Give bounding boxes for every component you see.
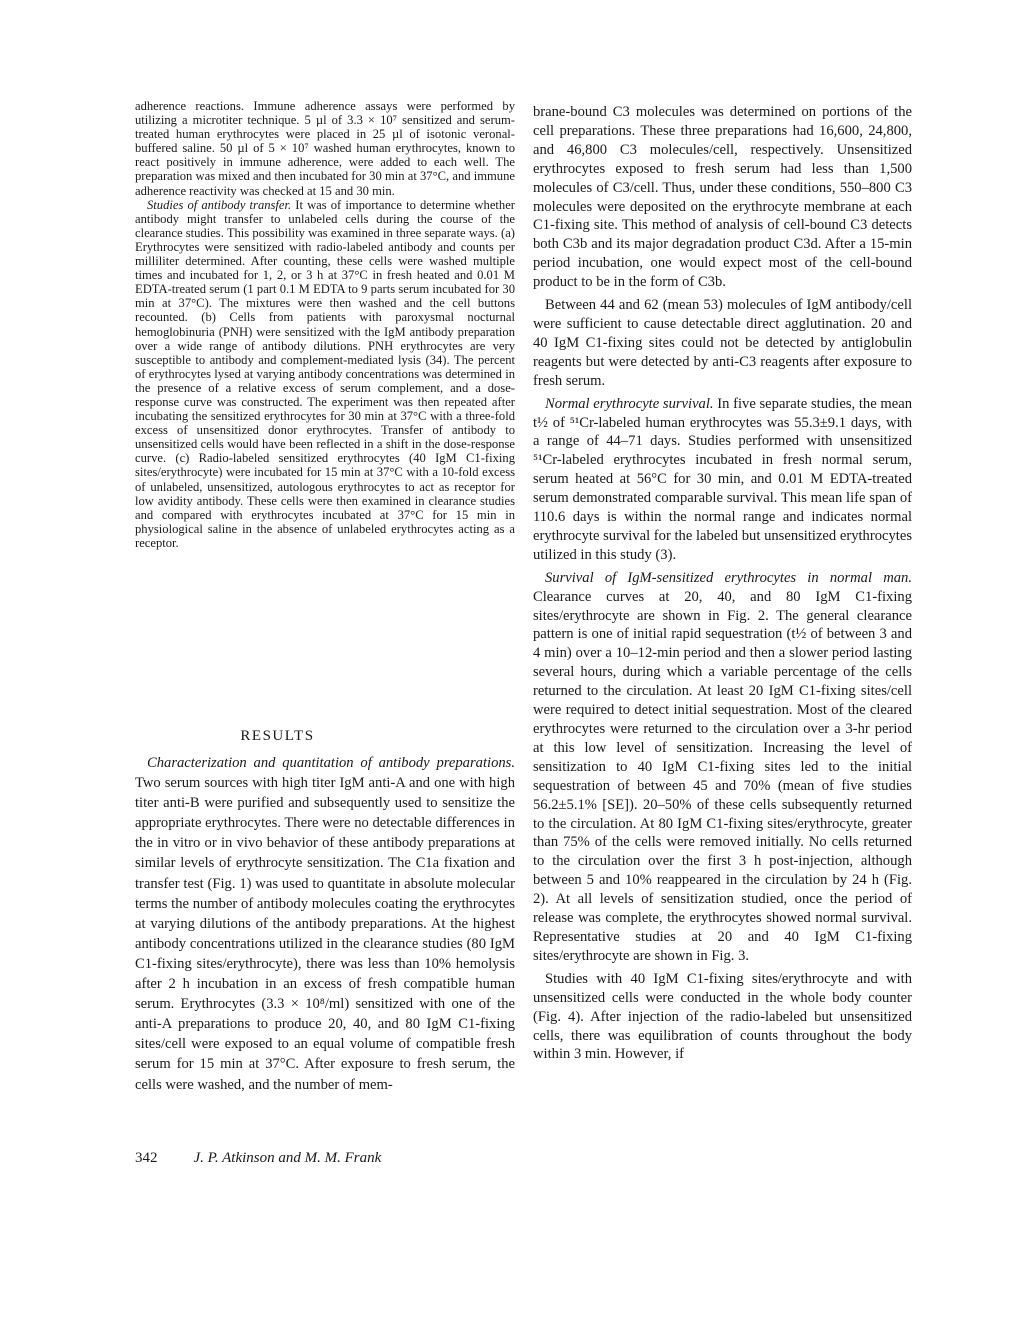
paragraph-whole-body-counter: Studies with 40 IgM C1-fixing sites/erythrocyte and with unsensitized cells were conducted in the whole body counter (Fig. 4). After injection of the radio-labeled but unsensitized cells, there was equilibration of counts throughout the body within 3 min. However, if bbox=[533, 970, 912, 1063]
right-column bbox=[533, 103, 912, 1064]
paragraph-igm-survival-body: Clearance curves at 20, 40, and 80 IgM C1-fixing sites/erythrocyte are shown in Fig. 2. The general clearance pattern is one of initial rapid sequestration (t½ of between 3 and 4 min) over a 10–12-min period and then a slower period lasting several hours, during which a variable percentage of the cells returned to the circulation. At least 20 IgM C1-fixing sites/cell were required to detect initial sequestration. Most of the cleared erythrocytes were returned to the circulation over a 3-hr period at this low level of sensitization. Increasing the level of sensitization to 40 IgM C1-fixing sites led to the initial sequestration of between 45 and 70% (mean of five studies 56.2±5.1% [SE]). 20–50% of these cells subsequently returned to the circulation. At 80 IgM C1-fixing sites/erythrocyte, greater than 75% of the cells were removed initially. No cells returned to the circulation over the first 3 h post-injection, although between 5 and 10% reappeared in the circulation by 24 h (Fig. 2). At all levels of sensitization studied, once the period of release was complete, the erythrocytes showed normal survival. Representative studies at 20 and 40 IgM C1-fixing sites/erythrocyte are shown in Fig. 3. bbox=[533, 588, 912, 964]
paragraph-immune-adherence: adherence reactions. Immune adherence assays were performed by utilizing a microtiter technique. 5 µl of 3.3 × 10⁷ sensitized and serum-treated human erythrocytes were placed in 25 µl of isotonic veronal-buffered saline. 50 µl of 5 × 10⁷ washed human erythrocytes, known to react positively in immune adherence, were added to each well. The preparation was mixed and then incubated for 30 min at 37°C, and immune adherence reactivity was checked at 15 and 30 min. bbox=[135, 99, 515, 198]
paragraph-agglutination: Between 44 and 62 (mean 53) molecules of IgM antibody/cell were sufficient to cause detectable direct agglutination. 20 and 40 IgM C1-fixing sites could not be detected by antiglobulin reagents but were detected by anti-C3 reagents after exposure to fresh serum. bbox=[533, 297, 912, 389]
page-number: 342 bbox=[135, 1150, 158, 1166]
section-heading-results: RESULTS bbox=[240, 728, 315, 744]
paragraph-antibody-transfer bbox=[135, 198, 515, 550]
paragraph-c3-molecules: brane-bound C3 molecules was determined on portions of the cell preparations. These three preparations had 16,600, 24,800, and 46,800 C3 molecules/cell, respectively. Unsensitized erythrocytes exposed to fresh serum had less than 1,500 molecules of C3/cell. Thus, under these conditions, 550–800 C3 molecules were deposited on the erythrocyte membrane at each C1-fixing site. This method of analysis of cell-bound C3 detects both C3b and its major degradation product C3d. After a 15-min period incubation, one would expect most of the cell-bound product to be in the form of C3b. bbox=[533, 104, 912, 291]
running-authors: J. P. Atkinson and M. M. Frank bbox=[193, 1150, 382, 1166]
paragraph-antibody-transfer-body: It was of importance to determine whether antibody might transfer to unlabeled cells during the course of the clearance studies. This possibility was examined in three separate ways. (a) Erythrocytes were sensitized with radio-labeled antibody and counts per milliliter determined. After counting, these cells were washed multiple times and incubated for 1, 2, or 3 h at 37°C in fresh heated and 0.01 M EDTA-treated serum (1 part 0.1 M EDTA to 9 parts serum incubated for 30 min at 37°C). The mixtures were then washed and the cell buttons recounted. (b) Cells from patients with paroxysmal nocturnal hemoglobinuria (PNH) were sensitized with the IgM antibody preparation over a wide range of antibody dilutions. PNH erythrocytes are very susceptible to antibody and complement-mediated lysis (34). The percent of erythrocytes lysed at varying antibody concentrations was determined in the presence of a relative excess of serum complement, and a dose-response curve was constructed. The experiment was then repeated after incubating the sensitized erythrocytes for 30 min at 37°C with a three-fold excess of unsensitized donor erythrocytes. Transfer of antibody to unsensitized cells would have been reflected in a shift in the dose-response curve. (c) Radio-labeled sensitized erythrocytes (40 IgM C1-fixing sites/erythrocyte) were incubated for 15 min at 37°C with a 10-fold excess of unlabeled, unsensitized, autologous erythrocytes to act as receptor for low avidity antibody. These cells were then examined in clearance studies and compared with erythrocytes incubated at 37°C for 15 min in physiological saline in the absence of unlabeled erythrocytes acting as a receptor. bbox=[135, 197, 515, 550]
subheading-normal-survival: Normal erythrocyte survival. bbox=[545, 395, 714, 412]
page-footer bbox=[135, 1150, 381, 1167]
left-column-small-print bbox=[135, 99, 515, 550]
subheading-characterization: Characterization and quantitation of antibody preparations. bbox=[147, 755, 515, 771]
subheading-igm-survival: Survival of IgM-sensitized erythrocytes in normal man. bbox=[545, 569, 912, 586]
paragraph-characterization-body: Two serum sources with high titer IgM anti-A and one with high titer anti-B were purified and subsequently used to sensitize the appropriate erythrocytes. There were no detectable differences in the in vitro or in vivo behavior of these antibody preparations at similar levels of erythrocyte sensitization. The C1a fixation and transfer test (Fig. 1) was used to quantitate in absolute molecular terms the number of antibody molecules coating the erythrocytes at varying dilutions of the antibody preparations. At the highest antibody concentrations utilized in the clearance studies (80 IgM C1-fixing sites/erythrocyte), there was less than 10% hemolysis after 2 h incubation in an excess of fresh compatible human serum. Erythrocytes (3.3 × 10⁸/ml) sensitized with one of the anti-A preparations to produce 20, 40, and 80 IgM C1-fixing sites/cell were exposed to an equal volume of compatible fresh serum for 15 min at 37°C. After exposure to fresh serum, the cells were washed, and the number of mem- bbox=[135, 775, 515, 1093]
paragraph-normal-survival bbox=[533, 395, 912, 565]
left-column-results bbox=[135, 753, 515, 1095]
paragraph-characterization bbox=[135, 753, 515, 1095]
paragraph-igm-survival bbox=[533, 569, 912, 966]
paragraph-normal-survival-body: In five separate studies, the mean t½ of ⁵¹Cr-labeled human erythrocytes was 55.3±9.1 days, with a range of 44–71 days. Studies performed with unsensitized ⁵¹Cr-labeled erythrocytes incubated in fresh normal serum, serum heated at 56°C for 30 min, and 0.01 M EDTA-treated serum demonstrated comparable survival. This mean life span of 110.6 days is within the normal range and indicates normal erythrocyte survival for the labeled but unsensitized erythrocytes utilized in this study (3). bbox=[533, 395, 912, 563]
subheading-antibody-transfer: Studies of antibody transfer. bbox=[147, 197, 292, 212]
